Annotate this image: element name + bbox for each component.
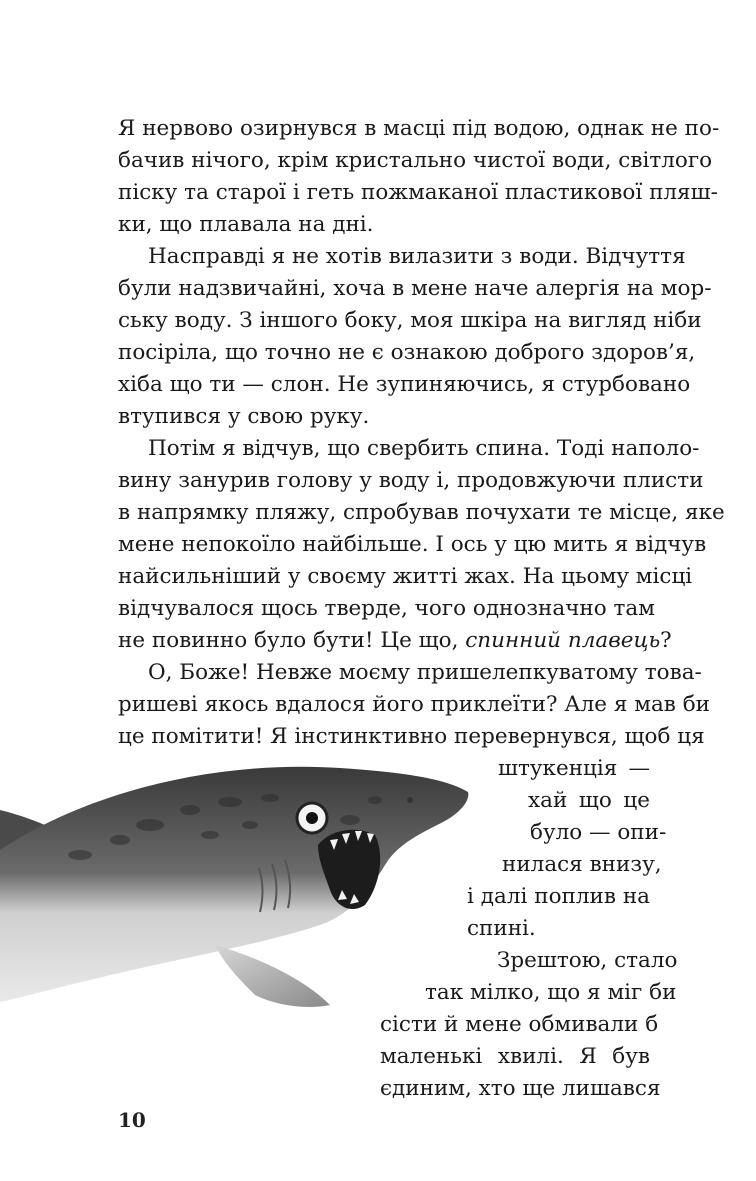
text-line: мене непокоїло найбільше. І ось у цю мить я відчув xyxy=(118,532,707,557)
text-line: було — опи- xyxy=(530,820,667,845)
text-line: нилася внизу, xyxy=(502,852,662,877)
italic-phrase: спинний плавець xyxy=(465,628,661,653)
text-line: єдиним, хто ще лишався xyxy=(380,1076,661,1101)
text-line: О, Боже! Невже моєму пришелепкуватому това- xyxy=(148,660,702,685)
text-line: ришеві якось вдалося його приклеїти? Але я мав би xyxy=(118,692,711,717)
text-line: це помітити! Я інстинктивно перевернувся, щоб ця xyxy=(118,724,705,749)
shark-illustration xyxy=(0,730,480,1070)
text-line: спині. xyxy=(467,916,536,941)
text-line: найсильніший у своєму житті жах. На цьому місці xyxy=(118,564,693,589)
text-line: маленькі хвилі. Я був xyxy=(380,1044,650,1069)
text-line: в напрямку пляжу, спробував почухати те місце, яке xyxy=(118,500,725,525)
text-line: вину занурив голову у воду і, продовжуючи плисти xyxy=(118,468,704,493)
text-line: були надзвичайні, хоча в мене наче алергія на мор- xyxy=(118,276,712,301)
text-line: бачив нічого, крім кристально чистої води, світлого xyxy=(118,148,713,173)
text-line: хай що це xyxy=(528,788,650,813)
text-line: ську воду. З іншого боку, моя шкіра на вигляд ніби xyxy=(118,308,702,333)
text-line: ки, що плавала на дні. xyxy=(118,212,374,237)
text-line: так мілко, що я міг би xyxy=(425,980,677,1005)
text-line: Потім я відчув, що свербить спина. Тоді наполо- xyxy=(148,436,700,461)
text-line-with-italic xyxy=(118,625,672,657)
text-line: Насправді я не хотів вилазити з води. Відчуття xyxy=(148,244,686,269)
text-line: піску та старої і геть пожмаканої пластикової пляш- xyxy=(118,180,718,205)
text-line: втупився у свою руку. xyxy=(118,404,370,429)
text-line: Зрештою, стало xyxy=(497,948,678,973)
pectoral-fin xyxy=(215,945,330,1007)
text-line: хіба що ти — слон. Не зупиняючись, я стурбовано xyxy=(118,372,691,397)
page-number: 10 xyxy=(118,1108,146,1132)
text-span: не повинно було бути! Це що, xyxy=(118,628,466,653)
text-line: посіріла, що точно не є ознакою доброго здоров’я, xyxy=(118,340,696,365)
text-line: сісти й мене обмивали б xyxy=(380,1012,659,1037)
text-line: і далі поплив на xyxy=(467,884,650,909)
text-span: ? xyxy=(660,628,672,653)
text-line: штукенція — xyxy=(498,756,650,781)
text-line: відчувалося щось тверде, чого однозначно там xyxy=(118,596,655,621)
text-line: Я нервово озирнувся в масці під водою, однак не по- xyxy=(118,116,720,141)
